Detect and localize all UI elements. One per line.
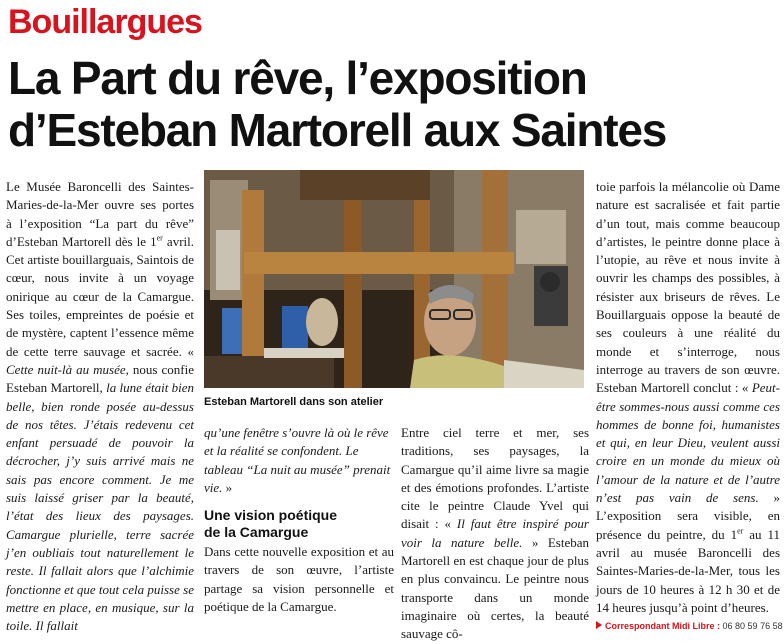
article-headline [8,52,784,156]
column-4-text: toie parfois la mélancolie où Dame nature est sacralisée et fait partie d’un tout, mais comme beaucoup d’artistes, le peintre donne place à l’utopie, au rêve et nous invite à ouvrir les champs des possibles, à résister aux briseurs de rêves. Le Bouillarguais oppose la beauté de ses couleurs à une réalité du monde et s’interroge, nous interroge au travers de son œuvre. Esteban Martorell conclut : « Peut-être sommes-nous aussi comme ces hommes de bonne foi, humanistes et qui, en leur Dieu, veulent aussi croire en un monde du mieux où l’amour de la nature et de l’autre n’est pas vain de sens. » L’exposition sera visible, en présence du peintre, du 1er au 11 avril au musée Baroncelli des Saintes-Maries-de-la-Mer, tous les jours de 10 heures à 12 h 30 et de 14 heures jusqu’à point d’heures. [596,179,781,615]
column-2-intro: qu’une fenêtre s’ouvre là où le rêve et la réalité se confondent. Le tableau “La nuit au musée” prenait vie. » [204,425,391,495]
credit-phone: 06 80 59 76 58 [722,621,783,632]
column-2-body: Dans cette nouvelle exposition et au travers de son œuvre, l’artiste partage sa vision personnelle et poétique de la Camargue. [204,544,394,615]
column-1-text: Le Musée Baroncelli des Saintes-Maries-de-la-Mer ouvre ses portes à l’exposition “La part du rêve” d’Esteban Martorell dès le 1er avril. Cet artiste bouillarguais, Saintois de cœur, nous invite à un voyage onirique au cœur de la Camargue. Ses toiles, empreintes de poésie et de mystère, captent l’essence même de cette terre sauvage et sacrée. « Cette nuit-là au musée, nous confie Esteban Martorell, la lune était bien belle, bien ronde posée au-dessus de nos têtes. J’étais redevenu cet enfant persuadé de pouvoir la décrocher, j’y suis arrivé mais ne sais pas encore comment. Je me suis laissé griser par la beauté, l’état des lieux des paysages. Camargue plurielle, terre sacrée j’en oubliais tout naturellement le reste. Il fallait alors que l’alchimie fonctionne et que tout cela puisse se mettre en place, en musique, sur la toile. Il fallait [6,179,194,634]
section-subheading: Une vision poétique de la Camargue [204,507,338,541]
photo-caption: Esteban Martorell dans son atelier [204,396,384,408]
triangle-bullet-icon [596,621,602,629]
headline-line-2: d’Esteban Martorell aux Saintes [8,104,667,156]
credit-label: Correspondant Midi Libre : [605,621,721,632]
correspondent-credit [596,621,783,632]
article-column-2 [204,424,394,616]
column-3-text: Entre ciel terre et mer, ses traditions, ses paysages, la Camargue qu’il aime livre sa magie et des émotions profondes. L’artiste cite le peintre Claude Yvel qui disait : « Il faut être inspiré pour voir la nature belle. » Esteban Martorell en est chaque jour de plus en plus convaincu. Le peintre nous transporte dans un monde imaginaire où certes, la beauté sauvage cô- [401,425,589,642]
article-column-4 [596,178,783,632]
section-rubric: Bouillargues [8,3,202,41]
article-column-1 [6,178,194,635]
artist-studio-photo [204,170,584,388]
article-column-3 [401,424,589,644]
headline-line-1: La Part du rêve, l’exposition [8,52,587,104]
